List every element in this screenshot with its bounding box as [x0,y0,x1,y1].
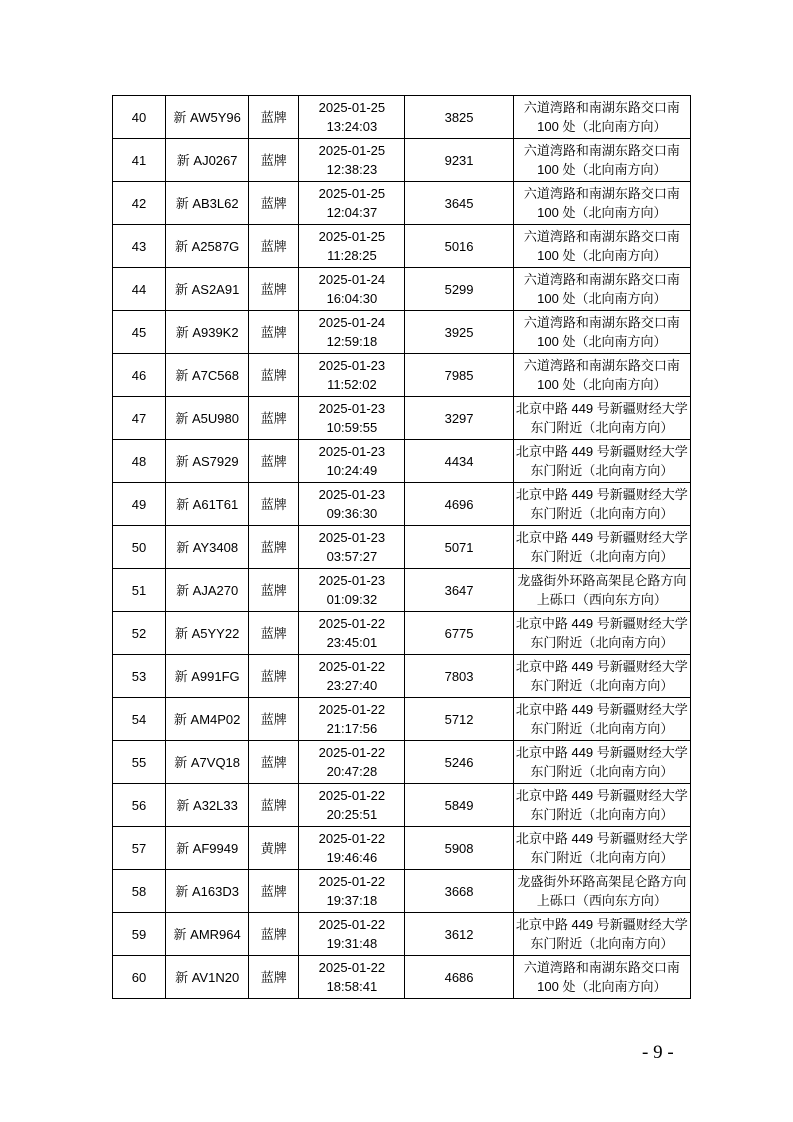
location-cell-line: 100 处（北向南方向） [537,205,667,220]
datetime-cell-line: 19:31:48 [326,936,378,951]
plate-number-cell: 新 A5YY22 [166,612,249,655]
datetime-cell-line: 10:24:49 [326,463,378,478]
plate-type-cell: 蓝牌 [249,397,299,440]
datetime-cell [299,913,405,956]
location-cell-line: 100 处（北向南方向） [537,334,667,349]
location-cell-line: 上砾口（西向东方向） [536,592,667,607]
value-cell: 3612 [405,913,513,956]
page-number: - 9 - [642,1042,674,1063]
datetime-cell-line: 2025-01-25 [318,229,386,244]
plate-number-cell: 新 AM4P02 [166,698,249,741]
location-cell [513,784,690,827]
table-row [113,483,691,526]
datetime-cell [299,483,405,526]
location-cell [513,96,690,139]
location-cell-line: 北京中路 449 号新疆财经大学 [515,487,688,502]
datetime-cell [299,182,405,225]
value-cell: 6775 [405,612,513,655]
plate-number-cell: 新 AB3L62 [166,182,249,225]
plate-type-cell: 蓝牌 [249,913,299,956]
row-number-cell: 53 [113,655,166,698]
datetime-cell-line: 2025-01-23 [318,358,386,373]
value-cell: 5246 [405,741,513,784]
plate-number-cell: 新 A163D3 [166,870,249,913]
row-number-cell: 44 [113,268,166,311]
row-number-cell: 57 [113,827,166,870]
location-cell-line: 六道湾路和南湖东路交口南 [523,229,680,244]
plate-type-cell: 蓝牌 [249,870,299,913]
datetime-cell [299,96,405,139]
plate-number-cell: 新 AW5Y96 [166,96,249,139]
datetime-cell-line: 2025-01-23 [318,401,386,416]
plate-number-cell: 新 A61T61 [166,483,249,526]
datetime-cell-line: 03:57:27 [326,549,378,564]
datetime-cell-line: 12:38:23 [326,162,378,177]
plate-number-cell: 新 AMR964 [166,913,249,956]
datetime-cell [299,139,405,182]
location-cell [513,913,690,956]
location-cell-line: 北京中路 449 号新疆财经大学 [515,530,688,545]
location-cell-line: 北京中路 449 号新疆财经大学 [515,831,688,846]
row-number-cell: 47 [113,397,166,440]
table-row [113,354,691,397]
value-cell: 5299 [405,268,513,311]
location-cell-line: 六道湾路和南湖东路交口南 [523,960,680,975]
location-cell-line: 100 处（北向南方向） [537,291,667,306]
location-cell [513,655,690,698]
location-cell-line: 东门附近（北向南方向） [530,678,674,693]
table-row [113,182,691,225]
table-row [113,569,691,612]
row-number-cell: 58 [113,870,166,913]
value-cell: 5712 [405,698,513,741]
table-row [113,655,691,698]
datetime-cell-line: 10:59:55 [326,420,378,435]
records-table [112,95,691,999]
location-cell-line: 东门附近（北向南方向） [530,549,674,564]
datetime-cell-line: 09:36:30 [326,506,378,521]
plate-number-cell: 新 AJA270 [166,569,249,612]
location-cell [513,483,690,526]
datetime-cell-line: 2025-01-25 [318,100,386,115]
datetime-cell [299,268,405,311]
datetime-cell [299,870,405,913]
value-cell: 5908 [405,827,513,870]
value-cell: 5071 [405,526,513,569]
datetime-cell-line: 2025-01-23 [318,444,386,459]
plate-type-cell: 黄牌 [249,827,299,870]
datetime-cell [299,655,405,698]
location-cell-line: 龙盛街外环路高架昆仑路方向 [517,874,687,889]
plate-type-cell: 蓝牌 [249,96,299,139]
plate-type-cell: 蓝牌 [249,182,299,225]
location-cell-line: 东门附近（北向南方向） [530,764,674,779]
location-cell-line: 东门附近（北向南方向） [530,420,674,435]
plate-type-cell: 蓝牌 [249,784,299,827]
table-row [113,827,691,870]
row-number-cell: 40 [113,96,166,139]
datetime-cell-line: 19:46:46 [326,850,378,865]
datetime-cell-line: 2025-01-22 [318,874,386,889]
datetime-cell-line: 2025-01-22 [318,788,386,803]
row-number-cell: 48 [113,440,166,483]
datetime-cell [299,225,405,268]
value-cell: 3297 [405,397,513,440]
value-cell: 3647 [405,569,513,612]
location-cell-line: 100 处（北向南方向） [537,248,667,263]
datetime-cell [299,397,405,440]
row-number-cell: 42 [113,182,166,225]
row-number-cell: 55 [113,741,166,784]
location-cell [513,139,690,182]
plate-type-cell: 蓝牌 [249,483,299,526]
location-cell-line: 北京中路 449 号新疆财经大学 [515,702,688,717]
location-cell-line: 六道湾路和南湖东路交口南 [523,143,680,158]
row-number-cell: 54 [113,698,166,741]
location-cell-line: 六道湾路和南湖东路交口南 [523,272,680,287]
value-cell: 7803 [405,655,513,698]
plate-type-cell: 蓝牌 [249,311,299,354]
datetime-cell [299,784,405,827]
datetime-cell-line: 20:25:51 [326,807,378,822]
value-cell: 3668 [405,870,513,913]
plate-type-cell: 蓝牌 [249,139,299,182]
row-number-cell: 56 [113,784,166,827]
plate-type-cell: 蓝牌 [249,612,299,655]
table-row [113,870,691,913]
row-number-cell: 46 [113,354,166,397]
datetime-cell [299,827,405,870]
datetime-cell-line: 2025-01-23 [318,530,386,545]
plate-type-cell: 蓝牌 [249,225,299,268]
location-cell-line: 100 处（北向南方向） [537,377,667,392]
value-cell: 3825 [405,96,513,139]
row-number-cell: 41 [113,139,166,182]
datetime-cell-line: 11:28:25 [327,248,377,263]
location-cell-line: 东门附近（北向南方向） [530,635,674,650]
datetime-cell [299,956,405,999]
datetime-cell [299,569,405,612]
plate-number-cell: 新 A991FG [166,655,249,698]
value-cell: 5016 [405,225,513,268]
table-row [113,612,691,655]
location-cell [513,827,690,870]
location-cell [513,612,690,655]
location-cell [513,741,690,784]
table-row [113,698,691,741]
table-row [113,440,691,483]
location-cell [513,569,690,612]
value-cell: 9231 [405,139,513,182]
value-cell: 7985 [405,354,513,397]
location-cell [513,182,690,225]
datetime-cell-line: 2025-01-25 [318,186,386,201]
location-cell-line: 北京中路 449 号新疆财经大学 [515,659,688,674]
row-number-cell: 60 [113,956,166,999]
table-row [113,139,691,182]
table-row [113,96,691,139]
table-row [113,956,691,999]
datetime-cell-line: 23:45:01 [326,635,378,650]
plate-type-cell: 蓝牌 [249,440,299,483]
plate-type-cell: 蓝牌 [249,526,299,569]
datetime-cell [299,612,405,655]
datetime-cell-line: 11:52:02 [327,377,377,392]
location-cell-line: 100 处（北向南方向） [537,119,667,134]
location-cell [513,440,690,483]
records-table-body [113,96,691,999]
row-number-cell: 50 [113,526,166,569]
location-cell-line: 100 处（北向南方向） [537,979,667,994]
table-row [113,397,691,440]
datetime-cell-line: 2025-01-22 [318,616,386,631]
location-cell-line: 北京中路 449 号新疆财经大学 [515,917,688,932]
datetime-cell-line: 01:09:32 [326,592,378,607]
location-cell [513,397,690,440]
location-cell-line: 东门附近（北向南方向） [530,721,674,736]
datetime-cell [299,440,405,483]
plate-type-cell: 蓝牌 [249,698,299,741]
row-number-cell: 43 [113,225,166,268]
datetime-cell-line: 2025-01-22 [318,702,386,717]
datetime-cell-line: 19:37:18 [326,893,378,908]
datetime-cell-line: 2025-01-22 [318,917,386,932]
location-cell-line: 北京中路 449 号新疆财经大学 [515,745,688,760]
datetime-cell-line: 2025-01-25 [318,143,386,158]
plate-number-cell: 新 A7VQ18 [166,741,249,784]
location-cell-line: 东门附近（北向南方向） [530,463,674,478]
table-row [113,526,691,569]
location-cell-line: 六道湾路和南湖东路交口南 [523,358,680,373]
table-row [113,913,691,956]
location-cell-line: 六道湾路和南湖东路交口南 [523,315,680,330]
location-cell-line: 北京中路 449 号新疆财经大学 [515,401,688,416]
datetime-cell-line: 12:04:37 [326,205,378,220]
row-number-cell: 51 [113,569,166,612]
plate-number-cell: 新 AY3408 [166,526,249,569]
plate-type-cell: 蓝牌 [249,741,299,784]
plate-type-cell: 蓝牌 [249,268,299,311]
datetime-cell-line: 20:47:28 [326,764,378,779]
datetime-cell-line: 2025-01-22 [318,659,386,674]
value-cell: 4696 [405,483,513,526]
plate-type-cell: 蓝牌 [249,569,299,612]
plate-number-cell: 新 AS7929 [166,440,249,483]
location-cell-line: 东门附近（北向南方向） [530,807,674,822]
plate-number-cell: 新 A2587G [166,225,249,268]
table-row [113,784,691,827]
row-number-cell: 52 [113,612,166,655]
datetime-cell [299,311,405,354]
location-cell-line: 东门附近（北向南方向） [530,936,674,951]
datetime-cell-line: 2025-01-24 [318,272,386,287]
row-number-cell: 45 [113,311,166,354]
plate-number-cell: 新 AV1N20 [166,956,249,999]
location-cell [513,870,690,913]
location-cell [513,311,690,354]
location-cell-line: 100 处（北向南方向） [537,162,667,177]
datetime-cell-line: 2025-01-23 [318,573,386,588]
plate-type-cell: 蓝牌 [249,956,299,999]
location-cell-line: 北京中路 449 号新疆财经大学 [515,788,688,803]
location-cell [513,698,690,741]
datetime-cell-line: 2025-01-22 [318,745,386,760]
datetime-cell [299,526,405,569]
plate-type-cell: 蓝牌 [249,354,299,397]
datetime-cell-line: 21:17:56 [326,721,378,736]
location-cell-line: 六道湾路和南湖东路交口南 [523,186,680,201]
value-cell: 4686 [405,956,513,999]
plate-number-cell: 新 AS2A91 [166,268,249,311]
location-cell [513,526,690,569]
row-number-cell: 49 [113,483,166,526]
datetime-cell [299,698,405,741]
datetime-cell [299,354,405,397]
datetime-cell-line: 12:59:18 [326,334,378,349]
location-cell-line: 北京中路 449 号新疆财经大学 [515,616,688,631]
datetime-cell-line: 23:27:40 [326,678,378,693]
table-row [113,741,691,784]
datetime-cell-line: 2025-01-22 [318,831,386,846]
location-cell-line: 东门附近（北向南方向） [530,850,674,865]
datetime-cell-line: 2025-01-23 [318,487,386,502]
table-row [113,268,691,311]
location-cell-line: 龙盛街外环路高架昆仑路方向 [517,573,687,588]
plate-number-cell: 新 A5U980 [166,397,249,440]
datetime-cell-line: 2025-01-24 [318,315,386,330]
table-row [113,311,691,354]
location-cell [513,956,690,999]
value-cell: 3645 [405,182,513,225]
value-cell: 3925 [405,311,513,354]
datetime-cell [299,741,405,784]
datetime-cell-line: 18:58:41 [326,979,378,994]
location-cell-line: 上砾口（西向东方向） [536,893,667,908]
row-number-cell: 59 [113,913,166,956]
datetime-cell-line: 13:24:03 [326,119,378,134]
plate-number-cell: 新 AF9949 [166,827,249,870]
plate-number-cell: 新 A32L33 [166,784,249,827]
plate-number-cell: 新 AJ0267 [166,139,249,182]
value-cell: 4434 [405,440,513,483]
datetime-cell-line: 2025-01-22 [318,960,386,975]
location-cell-line: 六道湾路和南湖东路交口南 [523,100,680,115]
location-cell [513,354,690,397]
location-cell-line: 北京中路 449 号新疆财经大学 [515,444,688,459]
location-cell [513,225,690,268]
value-cell: 5849 [405,784,513,827]
location-cell [513,268,690,311]
datetime-cell-line: 16:04:30 [326,291,378,306]
location-cell-line: 东门附近（北向南方向） [530,506,674,521]
plate-number-cell: 新 A939K2 [166,311,249,354]
plate-type-cell: 蓝牌 [249,655,299,698]
table-row [113,225,691,268]
plate-number-cell: 新 A7C568 [166,354,249,397]
